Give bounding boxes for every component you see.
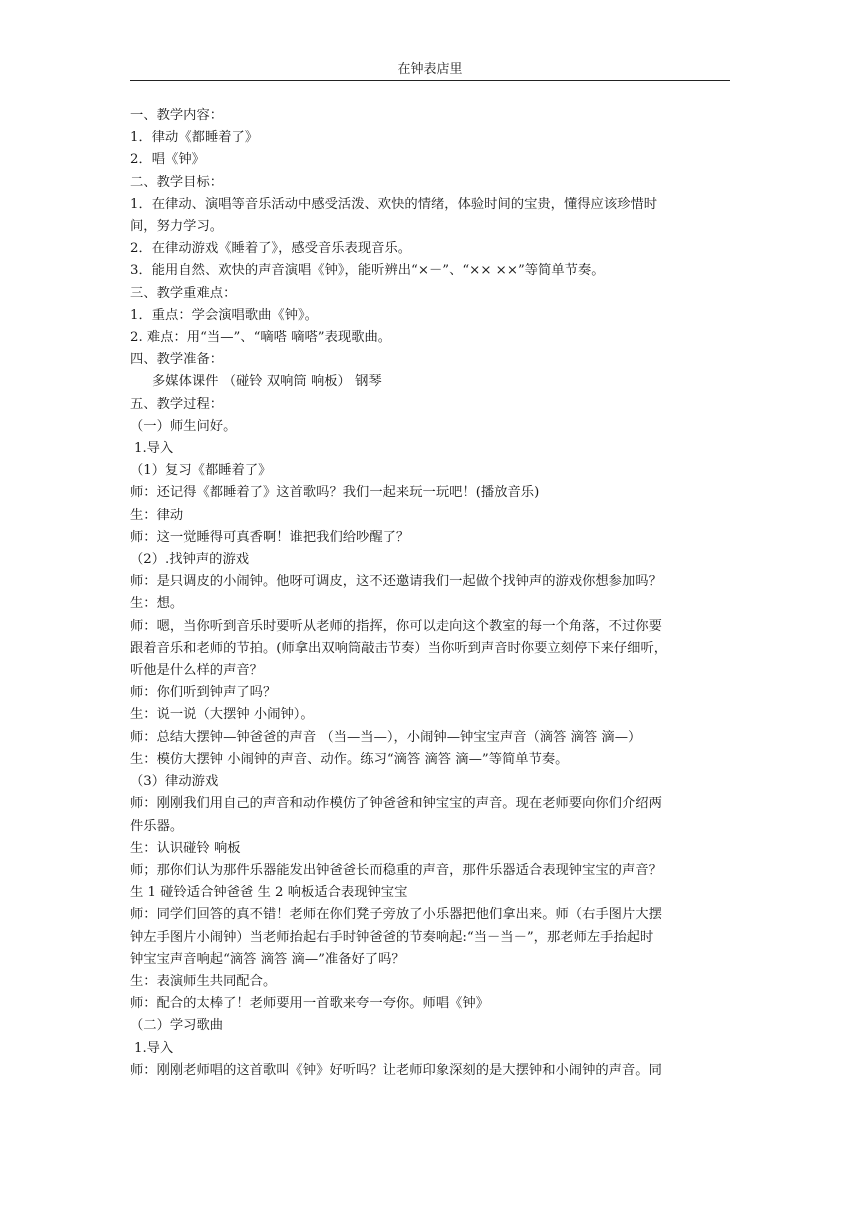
dialogue-line: 生：表演师生共同配合。 xyxy=(130,973,277,989)
section-heading: 五、教学过程： xyxy=(130,396,224,412)
subsection-heading: （1）复习《都睡着了》 xyxy=(130,463,272,479)
text-line: 2. 难点：用“当—”、“嘀嗒 嘀嗒”表现歌曲。 xyxy=(130,330,392,346)
subsection-heading: （二）学习歌曲 xyxy=(130,1018,224,1034)
dialogue-line: 师：配合的太棒了！老师要用一首歌来夸一夸你。师唱《钟》 xyxy=(130,996,490,1012)
dialogue-line: 钟左手图片小闹钟）当老师抬起右手时钟爸爸的节奏响起:“当－当－”，那老师左手抬起时 xyxy=(130,929,654,945)
dialogue-line: 师：这一觉睡得可真香啊！谁把我们给吵醒了？ xyxy=(130,529,410,545)
dialogue-line: 听他是什么样的声音？ xyxy=(130,663,263,679)
subsection-heading: （一）师生问好。 xyxy=(130,418,237,434)
section-heading: 一、教学内容： xyxy=(130,108,224,123)
document-body xyxy=(130,105,730,1082)
text-line: 2．在律动游戏《睡着了》，感受音乐表现音乐。 xyxy=(130,241,412,257)
dialogue-line: 师；那你们认为那件乐器能发出钟爸爸长而稳重的声音，那件乐器适合表现钟宝宝的声音？ xyxy=(130,862,662,878)
dialogue-line: 生：认识碰铃 响板 xyxy=(130,840,241,856)
dialogue-line: 生：说一说（大摆钟 小闹钟）。 xyxy=(130,707,314,723)
dialogue-line: 生：模仿大摆钟 小闹钟的声音、动作。练习“滴答 滴答 滴—”等简单节奏。 xyxy=(130,751,569,767)
dialogue-line: 生：律动 xyxy=(130,507,184,523)
text-line: 3．能用自然、欢快的声音演唱《钟》，能听辨出“×－”、“×× ××”等简单节奏。 xyxy=(130,263,605,279)
subsection-heading: （3）律动游戏 xyxy=(130,774,219,790)
dialogue-line: 师：你们听到钟声了吗？ xyxy=(130,685,277,701)
page-header-title: 在钟表店里 xyxy=(397,62,463,77)
header-rule xyxy=(130,80,730,81)
dialogue-line: 生：想。 xyxy=(130,596,184,612)
section-heading: 二、教学目标： xyxy=(130,174,224,190)
dialogue-line: 师：嗯，当你听到音乐时要听从老师的指挥，你可以走向这个教室的每一个角落，不过你要 xyxy=(130,618,662,634)
text-line: 1．律动《都睡着了》 xyxy=(130,130,259,146)
dialogue-line: 师：是只调皮的小闹钟。他呀可调皮，这不还邀请我们一起做个找钟声的游戏你想参加吗？ xyxy=(130,574,662,590)
dialogue-line: 跟着音乐和老师的节拍。(师拿出双响筒敲击节奏）当你听到声音时你要立刻停下来仔细听， xyxy=(130,640,668,656)
text-line: 间，努力学习。 xyxy=(130,219,224,235)
section-heading: 四、教学准备： xyxy=(130,352,224,368)
subsection-heading: （2）.找钟声的游戏 xyxy=(130,552,250,568)
text-line: 多媒体课件 （碰铃 双响筒 响板） 钢琴 xyxy=(152,374,382,390)
dialogue-line: 师：总结大摆钟—钟爸爸的声音 （当—当—），小闹钟—钟宝宝声音（滴答 滴答 滴—） xyxy=(130,729,642,745)
subsection-heading: 1.导入 xyxy=(134,1040,174,1056)
dialogue-line: 师：还记得《都睡着了》这首歌吗？我们一起来玩一玩吧！(播放音乐) xyxy=(130,485,540,501)
dialogue-line: 钟宝宝声音响起“滴答 滴答 滴—”准备好了吗？ xyxy=(130,951,405,967)
dialogue-line: 师：刚刚老师唱的这首歌叫《钟》好听吗？让老师印象深刻的是大摆钟和小闹钟的声音。同 xyxy=(130,1062,662,1078)
text-line: 2．唱《钟》 xyxy=(130,152,205,168)
dialogue-line: 件乐器。 xyxy=(130,818,184,834)
text-line: 1．在律动、演唱等音乐活动中感受活泼、欢快的情绪，体验时间的宝贵，懂得应该珍惜时 xyxy=(130,196,658,212)
subsection-heading: 1.导入 xyxy=(134,441,174,457)
dialogue-line: 师：刚刚我们用自己的声音和动作模仿了钟爸爸和钟宝宝的声音。现在老师要向你们介绍两 xyxy=(130,796,662,812)
dialogue-line: 师：同学们回答的真不错！老师在你们凳子旁放了小乐器把他们拿出来。师（右手图片大摆 xyxy=(130,907,662,923)
section-heading: 三、教学重难点： xyxy=(130,285,237,301)
dialogue-line: 生 1 碰铃适合钟爸爸 生 2 响板适合表现钟宝宝 xyxy=(130,885,408,901)
text-line: 1．重点：学会演唱歌曲《钟》。 xyxy=(130,307,318,323)
